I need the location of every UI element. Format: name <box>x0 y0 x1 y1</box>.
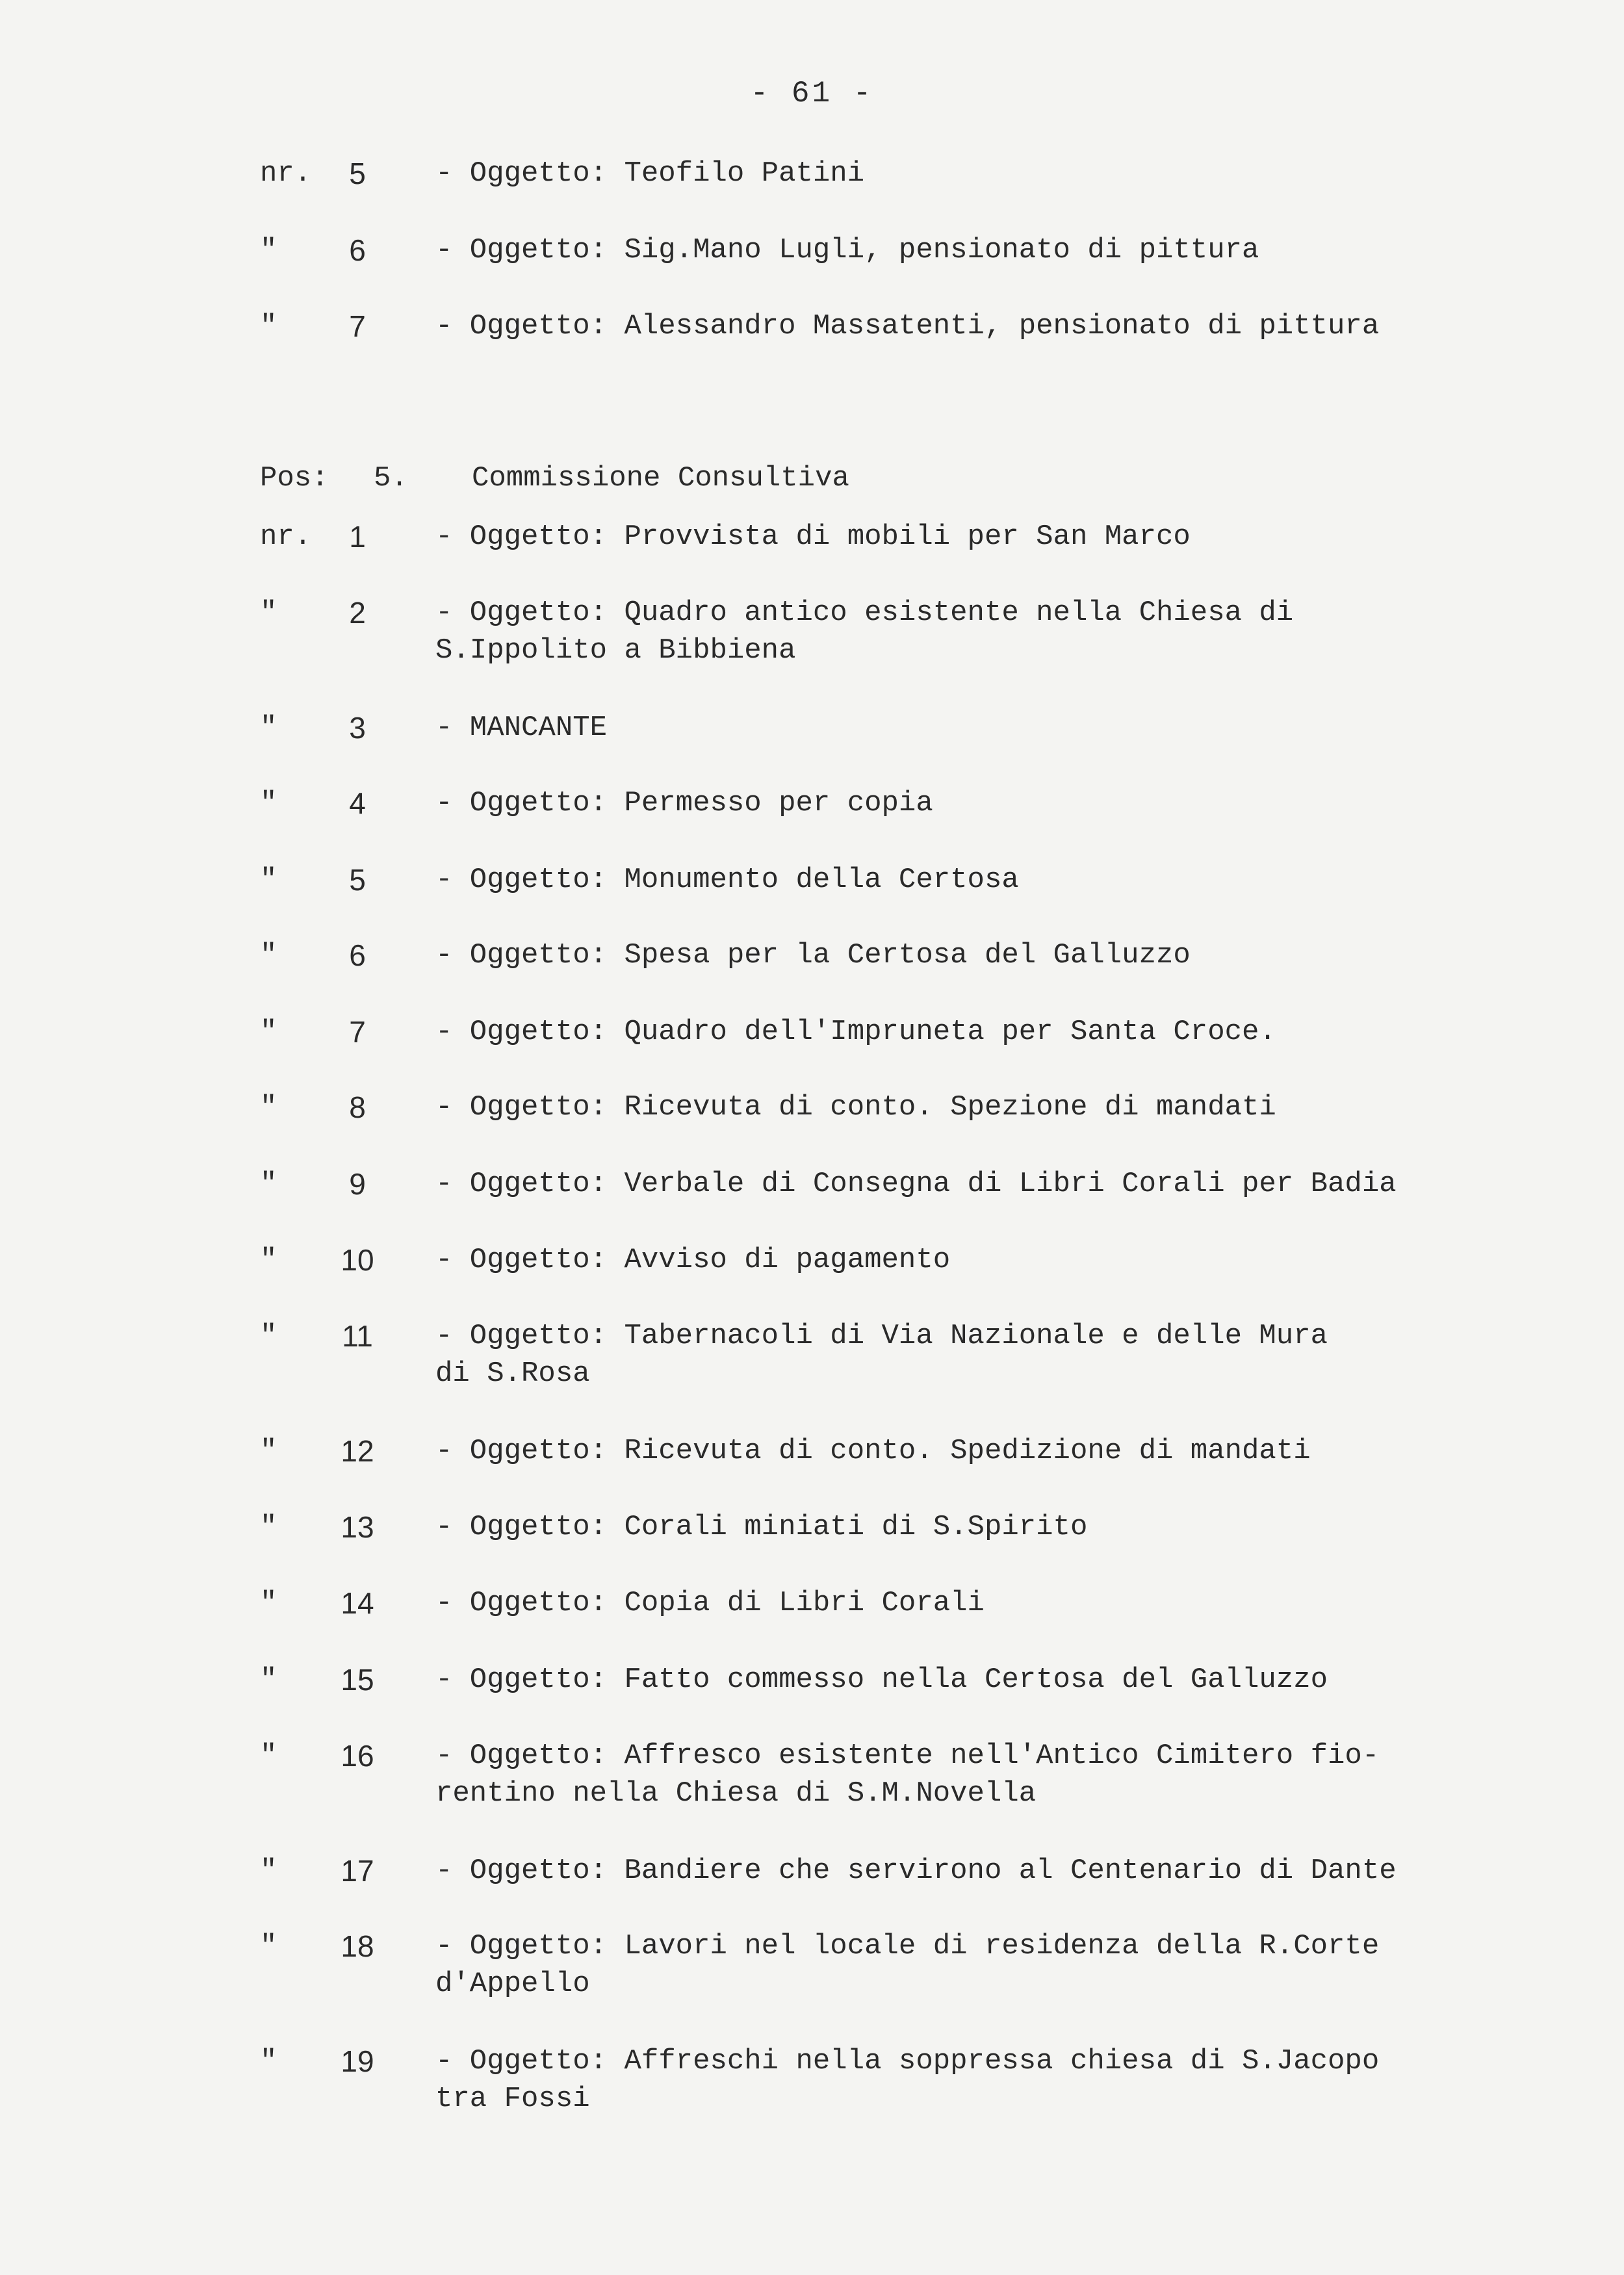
entry-prefix: " <box>260 310 277 342</box>
entry-text: - Oggetto: Quadro dell'Impruneta per Santa Croce. <box>435 1016 1276 1048</box>
entry-text: - Oggetto: Alessandro Massatenti, pensionato di pittura <box>435 310 1380 342</box>
entry-text: - Oggetto: Affresco esistente nell'Antico Cimitero fio- rentino nella Chiesa di S.M.Novella <box>435 1740 1380 1810</box>
entry-text: - Oggetto: Ricevuta di conto. Spezione di mandati <box>435 1091 1276 1124</box>
entry-prefix: " <box>260 1664 277 1696</box>
entry-text: - Oggetto: Affreschi nella soppressa chiesa di S.Jacopo tra Fossi <box>435 2045 1380 2115</box>
entry-text: - MANCANTE <box>435 712 608 744</box>
entry-prefix: " <box>260 787 277 819</box>
entry-number: 16 <box>341 1739 374 1773</box>
entry-number: 1 <box>349 520 366 554</box>
entry-text: - Oggetto: Permesso per copia <box>435 787 933 819</box>
entry-text: - Oggetto: Bandiere che servirono al Centenario di Dante <box>435 1855 1397 1887</box>
entry-number: 6 <box>349 233 366 267</box>
entry-number: 17 <box>341 1854 374 1888</box>
entry-prefix: " <box>260 1740 277 1772</box>
entry-number: 2 <box>349 596 366 630</box>
entry-prefix: nr. <box>260 157 312 190</box>
entry-prefix: " <box>260 1587 277 1619</box>
entry-number: 5 <box>349 863 366 897</box>
entry-text: - Oggetto: Quadro antico esistente nella Chiesa di S.Ippolito a Bibbiena <box>435 597 1294 667</box>
entry-prefix: " <box>260 1435 277 1467</box>
entry-prefix: " <box>260 1091 277 1124</box>
page-number: - 61 - <box>750 77 874 110</box>
entry-number: 10 <box>341 1243 374 1277</box>
entry-prefix: " <box>260 597 277 629</box>
entry-number: 7 <box>349 1015 366 1049</box>
section-label: Pos: <box>260 462 329 495</box>
entry-number: 13 <box>341 1510 374 1544</box>
section-title: Commissione Consultiva <box>472 462 849 495</box>
entry-number: 4 <box>349 786 366 820</box>
entry-prefix: " <box>260 712 277 744</box>
entry-prefix: " <box>260 1855 277 1887</box>
entry-number: 11 <box>342 1319 373 1353</box>
entry-prefix: nr. <box>260 521 312 553</box>
section-number: 5. <box>374 462 408 495</box>
entry-number: 6 <box>349 938 366 972</box>
entry-number: 19 <box>341 2044 374 2078</box>
entry-prefix: " <box>260 234 277 266</box>
entry-text: - Oggetto: Spesa per la Certosa del Galluzzo <box>435 939 1191 971</box>
entry-number: 7 <box>349 309 366 343</box>
entry-number: 18 <box>341 1929 374 1963</box>
entry-number: 3 <box>349 711 366 745</box>
entry-prefix: " <box>260 864 277 896</box>
entry-number: 8 <box>349 1090 366 1124</box>
entry-prefix: " <box>260 2045 277 2077</box>
entry-text: - Oggetto: Avviso di pagamento <box>435 1244 951 1276</box>
entry-text: - Oggetto: Provvista di mobili per San Marco <box>435 521 1191 553</box>
entry-text: - Oggetto: Lavori nel locale di residenza della R.Corte d'Appello <box>435 1930 1380 2000</box>
entry-number: 12 <box>341 1434 374 1468</box>
entry-prefix: " <box>260 939 277 971</box>
entry-text: - Oggetto: Fatto commesso nella Certosa del Galluzzo <box>435 1664 1328 1696</box>
entry-prefix: " <box>260 1320 277 1352</box>
entry-text: - Oggetto: Monumento della Certosa <box>435 864 1019 896</box>
entry-number: 14 <box>341 1586 374 1620</box>
entry-text: - Oggetto: Sig.Mano Lugli, pensionato di pittura <box>435 234 1259 266</box>
entry-number: 5 <box>349 157 366 190</box>
entry-text: - Oggetto: Corali miniati di S.Spirito <box>435 1511 1088 1543</box>
entry-text: - Oggetto: Verbale di Consegna di Libri Corali per Badia <box>435 1168 1397 1200</box>
entry-prefix: " <box>260 1930 277 1962</box>
entry-prefix: " <box>260 1168 277 1200</box>
entry-prefix: " <box>260 1016 277 1048</box>
entry-number: 15 <box>341 1663 374 1697</box>
entry-number: 9 <box>349 1167 366 1201</box>
entry-prefix: " <box>260 1244 277 1276</box>
entry-text: - Oggetto: Tabernacoli di Via Nazionale e delle Mura di S.Rosa <box>435 1320 1328 1390</box>
entry-prefix: " <box>260 1511 277 1543</box>
entry-text: - Oggetto: Ricevuta di conto. Spedizione di mandati <box>435 1435 1311 1467</box>
entry-text: - Oggetto: Copia di Libri Corali <box>435 1587 985 1619</box>
entry-text: - Oggetto: Teofilo Patini <box>435 157 865 190</box>
